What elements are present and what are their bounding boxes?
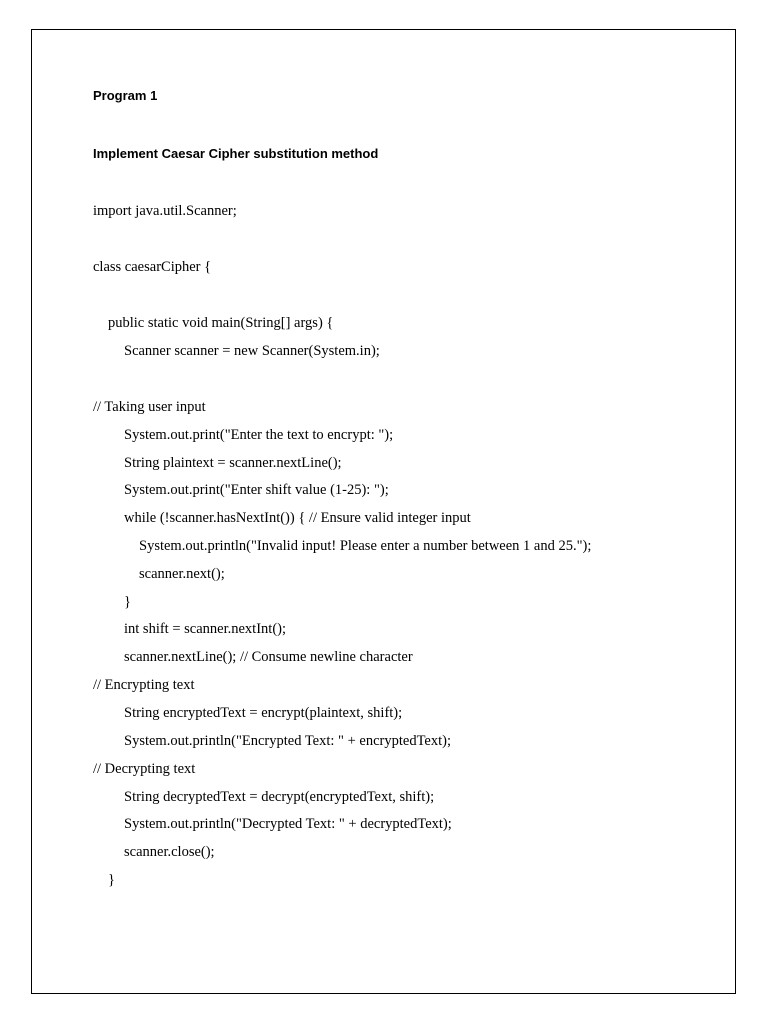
code-line-comment-input: // Taking user input xyxy=(93,399,206,415)
code-line-print-invalid: System.out.println("Invalid input! Please enter a number between 1 and 25."); xyxy=(139,538,592,554)
code-line-while-loop: while (!scanner.hasNextInt()) { // Ensure valid integer input xyxy=(124,510,471,526)
code-line-encrypt-call: String encryptedText = encrypt(plaintext, shift); xyxy=(124,705,403,721)
code-line-scanner-close: scanner.close(); xyxy=(124,844,215,860)
code-line-print-encrypted: System.out.println("Encrypted Text: " + encryptedText); xyxy=(124,733,451,749)
code-line-scanner-next: scanner.next(); xyxy=(139,566,225,582)
code-line-print-enter-text: System.out.print("Enter the text to encrypt: "); xyxy=(124,427,394,443)
section-title: Implement Caesar Cipher substitution method xyxy=(93,146,379,161)
code-line-decrypt-call: String decryptedText = decrypt(encryptedText, shift); xyxy=(124,789,435,805)
code-line-comment-decrypt: // Decrypting text xyxy=(93,761,196,777)
code-line-read-shift: int shift = scanner.nextInt(); xyxy=(124,621,286,637)
program-title: Program 1 xyxy=(93,88,158,103)
code-line-main-method: public static void main(String[] args) { xyxy=(108,315,334,331)
code-line-comment-encrypt: // Encrypting text xyxy=(93,677,195,693)
code-line-import: import java.util.Scanner; xyxy=(93,203,237,219)
code-line-read-plaintext: String plaintext = scanner.nextLine(); xyxy=(124,455,342,471)
code-line-close-while: } xyxy=(124,594,131,610)
code-line-class-declaration: class caesarCipher { xyxy=(93,259,212,275)
code-line-print-decrypted: System.out.println("Decrypted Text: " + decryptedText); xyxy=(124,816,452,832)
code-line-consume-newline: scanner.nextLine(); // Consume newline character xyxy=(124,649,413,665)
code-line-scanner-init: Scanner scanner = new Scanner(System.in); xyxy=(124,343,380,359)
code-line-print-enter-shift: System.out.print("Enter shift value (1-25): "); xyxy=(124,482,389,498)
code-line-close-main: } xyxy=(108,872,115,888)
